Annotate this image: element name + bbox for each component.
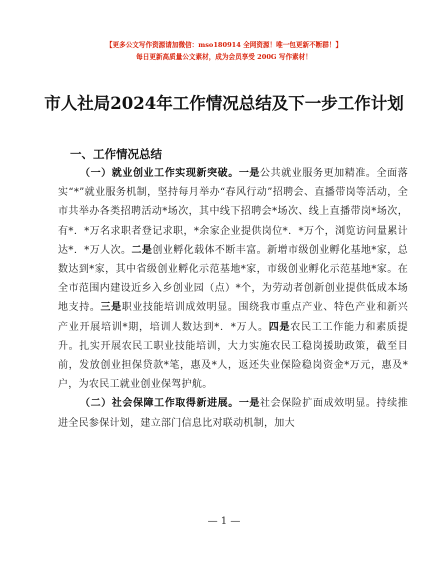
text-2: 创业孵化载体不断丰富。新增市级创业孵化基地*家，总数达到*家，其中省级创业孵化示范基地*家，市级创业孵化示范基地*家。在全市范围内建设近乡入乡创业园（点）*个，为劳动者创新创业提供低成本场地支持。: [58, 244, 409, 314]
document-body: [58, 144, 408, 433]
promo-banner-line2: 每日更新高质量公文素材，成为会员享受 200G 写作素材！: [136, 53, 312, 61]
document-title: 市人社局2024年工作情况总结及下一步工作计划: [44, 94, 404, 113]
sub-heading: （二）社会保障工作取得新进展。: [80, 398, 239, 410]
paragraph-employment: [58, 164, 408, 394]
text-1: 公共就业服务更加精准。全面落实“*”就业服务机制，坚持每月举办“春风行动”招聘会、直播带岗等活动，全市共举办各类招聘活动*场次，其中线下招聘会*场次、线上直播带岗*场次，有*．*万名求职者登记求职，*余家企业提供岗位*．*万个，浏览访问量累计达*．*万人次。: [58, 168, 408, 256]
lead-1: 一是: [238, 398, 261, 410]
text-1: 社会保险扩面成效明显。持续推进全民参保计划，建立部门信息比对联动机制，加大: [58, 398, 408, 429]
text-4: 农民工工作能力和素质提升。扎实开展农民工职业技能培训，大力实施农民工稳岗援助政策，截至目前，发放创业担保贷款*笔，惠及*人，返还失业保险稳岗资金*万元，惠及*户，为农民工就业创业保驾护航。: [58, 321, 408, 391]
lead-3: 三是: [100, 302, 122, 314]
promo-banner-line1: 【更多公文写作资源请加微信：mso180914 全网资源！唯一包更新不断群！】: [105, 41, 343, 49]
text-3: 职业技能培训成效明显。围绕我市重点产业、特色产业和新兴产业开展培训*期，培训人数达到*．*万人。: [58, 302, 408, 333]
promo-banner: [0, 0, 448, 63]
section-heading: 一、工作情况总结: [70, 147, 162, 161]
lead-2: 二是: [131, 244, 153, 256]
sub-heading: （一）就业创业工作实现新突破。: [80, 168, 239, 179]
lead-4: 四是: [268, 321, 291, 333]
paragraph-social-security: [58, 394, 408, 432]
page-number: — 1 —: [207, 516, 241, 527]
lead-1: 一是: [238, 168, 261, 179]
